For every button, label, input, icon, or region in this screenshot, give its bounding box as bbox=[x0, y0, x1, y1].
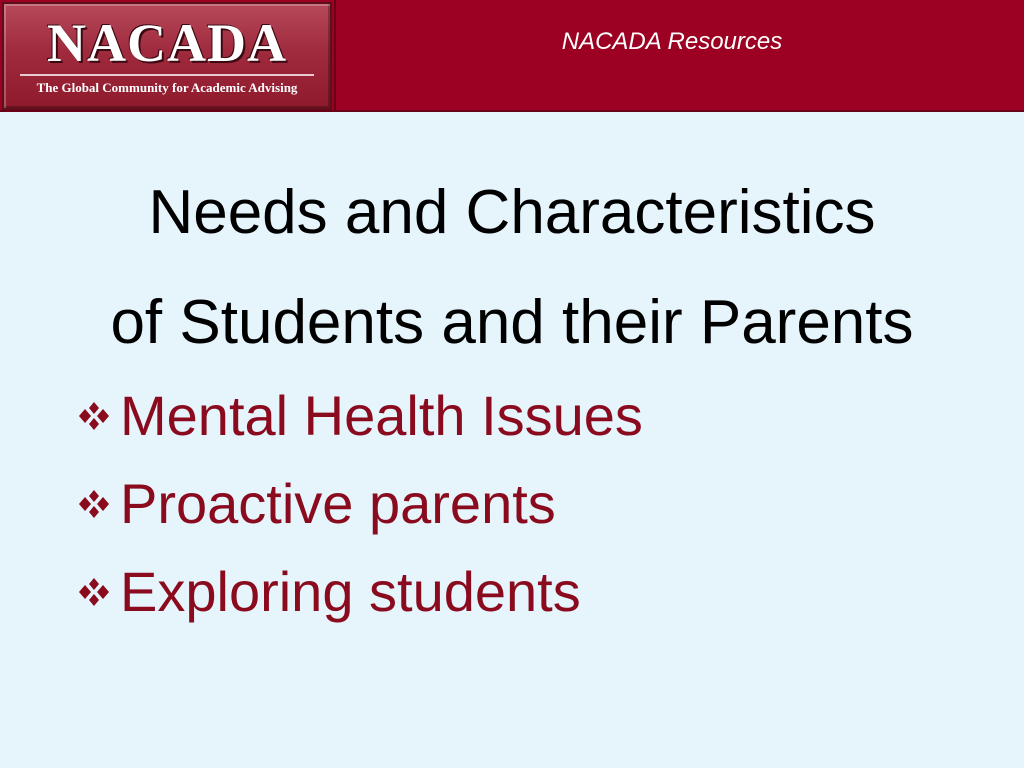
slide-title bbox=[0, 158, 1024, 378]
four-diamond-bullet-icon bbox=[70, 577, 118, 607]
header-title-area bbox=[334, 0, 1024, 110]
slide-title-line-1: Needs and Characteristics bbox=[148, 178, 876, 247]
bullet-list bbox=[70, 372, 643, 636]
nacada-logo bbox=[2, 2, 332, 110]
four-diamond-bullet-icon bbox=[70, 489, 118, 519]
logo-divider bbox=[20, 74, 314, 76]
bullet-item-exploring-students bbox=[70, 548, 643, 636]
bullet-label: Mental Health Issues bbox=[120, 384, 643, 447]
bullet-item-proactive-parents bbox=[70, 460, 643, 548]
resources-label: NACADA Resources bbox=[561, 28, 783, 55]
header-bar bbox=[0, 0, 1024, 112]
four-diamond-bullet-icon bbox=[70, 401, 118, 431]
logo-title: NACADA bbox=[47, 13, 287, 73]
bullet-label: Exploring students bbox=[120, 560, 581, 623]
bullet-item-mental-health bbox=[70, 372, 643, 460]
slide-title-line-2: of Students and their Parents bbox=[110, 288, 914, 357]
bullet-label: Proactive parents bbox=[120, 472, 556, 535]
logo-tagline: The Global Community for Academic Advising bbox=[36, 80, 298, 95]
